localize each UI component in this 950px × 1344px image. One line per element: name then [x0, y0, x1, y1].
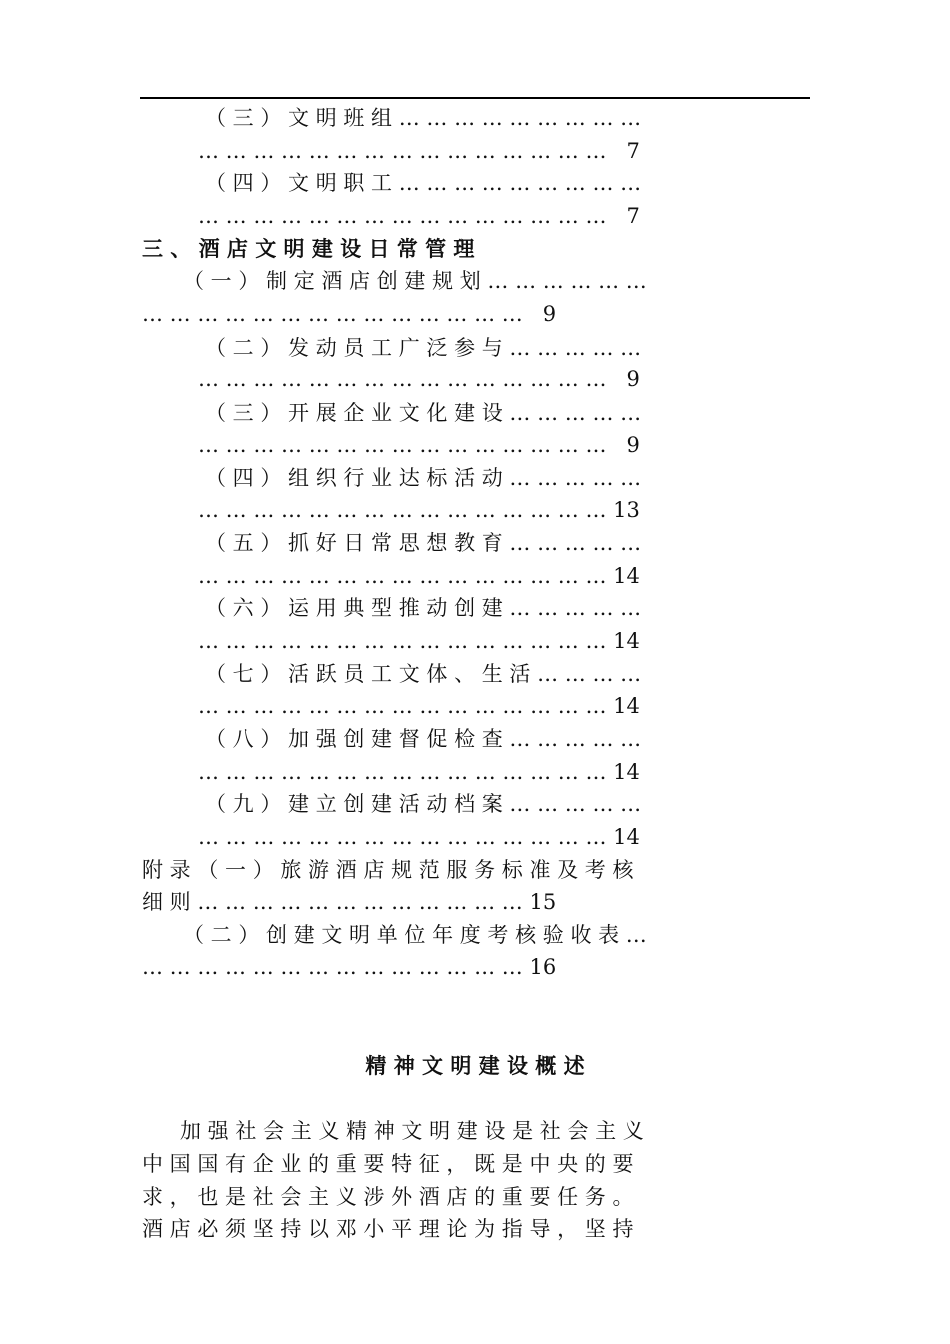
toc-entry-ch3-4[interactable]: （ 四 ） 组 织 行 业 达 标 活 动 … … … … …	[205, 466, 642, 490]
toc-entry-appendix-1[interactable]: 附 录 （ 一 ） 旅 游 酒 店 规 范 服 务 标 准 及 考 核	[142, 858, 634, 882]
toc-entry-ch3-7[interactable]: （ 七 ） 活 跃 员 工 文 体 、 生 活 … … … …	[205, 662, 642, 686]
toc-leader: … … … … … … … … … … … … … … … 9	[198, 367, 640, 391]
body-paragraph-line: 求 ， 也 是 社 会 主 义 涉 外 酒 店 的 重 要 任 务 。	[142, 1185, 634, 1209]
toc-leader: … … … … … … … … … … … … … … … 14	[198, 564, 640, 588]
toc-entry-ch3-3[interactable]: （ 三 ） 开 展 企 业 文 化 建 设 … … … … …	[205, 401, 642, 425]
toc-leader: … … … … … … … … … … … … … … … 14	[198, 629, 640, 653]
toc-leader: … … … … … … … … … … … … … … … 14	[198, 825, 640, 849]
toc-leader: … … … … … … … … … … … … … … … 13	[198, 498, 640, 522]
body-paragraph-line: 加 强 社 会 主 义 精 神 文 明 建 设 是 社 会 主 义	[180, 1119, 644, 1143]
body-paragraph-line: 中 国 国 有 企 业 的 重 要 特 征 ， 既 是 中 央 的 要	[142, 1152, 634, 1176]
toc-leader: … … … … … … … … … … … … … … … 14	[198, 694, 640, 718]
toc-entry-ch3-9[interactable]: （ 九 ） 建 立 创 建 活 动 档 案 … … … … …	[205, 792, 642, 816]
body-paragraph-line: 酒 店 必 须 坚 持 以 邓 小 平 理 论 为 指 导 ， 坚 持	[142, 1217, 634, 1241]
toc-leader: … … … … … … … … … … … … … … … 9	[198, 433, 640, 457]
toc-entry-appendix-2[interactable]: （ 二 ） 创 建 文 明 单 位 年 度 考 核 验 收 表 …	[183, 923, 647, 947]
toc-leader: 细 则 … … … … … … … … … … … … 15	[142, 890, 557, 914]
toc-entry-3-3[interactable]: （ 三 ） 文 明 班 组 … … … … … … … … …	[205, 106, 642, 130]
toc-entry-ch3-5[interactable]: （ 五 ） 抓 好 日 常 思 想 教 育 … … … … …	[205, 531, 642, 555]
toc-entry-ch3-6[interactable]: （ 六 ） 运 用 典 型 推 动 创 建 … … … … …	[205, 596, 642, 620]
toc-leader: … … … … … … … … … … … … … … … 7	[198, 139, 640, 163]
toc-entry-3-4[interactable]: （ 四 ） 文 明 职 工 … … … … … … … … …	[205, 171, 642, 195]
toc-entry-ch3-2[interactable]: （ 二 ） 发 动 员 工 广 泛 参 与 … … … … …	[205, 336, 642, 360]
header-rule	[140, 97, 810, 99]
toc-leader: … … … … … … … … … … … … … … … 14	[198, 760, 640, 784]
toc-entry-ch3-1[interactable]: （ 一 ） 制 定 酒 店 创 建 规 划 … … … … … …	[183, 269, 647, 293]
toc-leader: … … … … … … … … … … … … … … 9	[142, 302, 557, 326]
toc-leader: … … … … … … … … … … … … … … … 7	[198, 204, 640, 228]
section-title: 精 神 文 明 建 设 概 述	[365, 1053, 585, 1078]
toc-chapter-heading[interactable]: 三 、 酒 店 文 明 建 设 日 常 管 理	[142, 236, 475, 261]
toc-entry-ch3-8[interactable]: （ 八 ） 加 强 创 建 督 促 检 查 … … … … …	[205, 727, 642, 751]
toc-leader: … … … … … … … … … … … … … … 16	[142, 955, 557, 979]
